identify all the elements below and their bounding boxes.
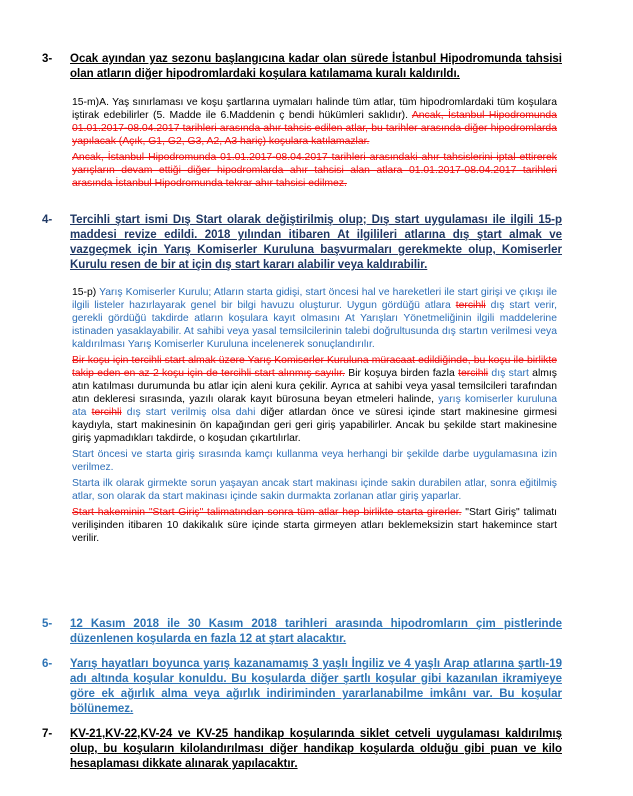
clause-text: "Start Giriş" talimatı verilişinden itibaren 10 dakikalık süre içinde starta girmeyen atları beklemeksizin start hakemince start verilir.: [72, 507, 557, 544]
paragraph: Starta ilk olarak girmekte sorun yaşayan ancak start makinası içinde sakin durabilen atlar, sonra eğitilmiş atlar, son olarak da start makinası içinde sakin durmakta zorlanan atlar giriş yaparlar.: [72, 478, 557, 502]
clause-text: almış atın katılması durumunda bu atlar için aleni kura çekilir. Ayrıca at sahibi veya yasal temsilcileri tarafından atın dekleresi sırasında, yazılı olarak kayıt bürosuna beyan etmeleri halinde,: [72, 368, 558, 405]
paragraph: Start öncesi ve starta giriş sırasında kamçı kullanma veya herhangi bir şekilde darbe uygulamasına izin verilmez.: [72, 449, 557, 473]
item-heading: Tercihli ştart ismi Dış Start olarak değiştirilmiş olup; Dış start uygulaması ile ilgili 15-p maddesi revize edildi. 2018 yılından itibaren At ilgilileri atlarına dış ştart almak ve vazgeçmek için Yarış Komiserler Kuruluna başvurmaları gerekmekte olup, Komiserler Kurulu resen de bir at için dış start kararı alabilir veya kaldırabilir.: [70, 214, 562, 271]
rule-item-7: [42, 727, 562, 772]
item-3-body: [72, 96, 557, 193]
clause-text: yarış komiserler kuruluna ata: [72, 394, 557, 418]
clause-text: diğer atlardan önce ve süresi içinde start makinesine girmesi kaydıyla, start makinesinin ön kapağından geri geri giriş yapabilirler. Ancak bu şekilde start makinesine giriş yapmadıkları takdirde, o koşudan çıkartılırlar.: [72, 407, 557, 444]
item-number: 5-: [42, 618, 53, 630]
clause-text: Yarış Komiserler Kurulu; Atların starta gidişi, start öncesi hal ve hareketleri ile start girişi ve çıkışı ile ilgili listeler hazırlayarak genel bir bilgi havuzu oluşturur. Uygun gördüğü atlara: [72, 287, 557, 311]
struck-text: Bir koşu için tercihli start almak üzere Yarış Komiserler Kuruluna müracaat edildiğinde, bu koşu ile birlikte takip eden en az 2 koşu için de tercihli start alınmış sayılır.: [72, 355, 557, 379]
paragraph: [72, 96, 557, 148]
item-heading: 12 Kasım 2018 ile 30 Kasım 2018 tarihleri arasında hipodromların çim pistlerinde düzenlenen koşularda en fazla 12 at ştart alacaktır.: [70, 618, 562, 645]
rule-item-3: [42, 52, 562, 82]
struck-text: tercihli: [91, 407, 122, 418]
clause-text: Yaş sınırlaması ve koşu şartlarına uymaları halinde tüm atlar, tüm hipodromlardaki tüm koşulara iştirak edebilirler (5. Madde ile 6.Maddenin ç bendi hükümleri saklıdır).: [72, 97, 557, 121]
item-heading: Ocak ayından yaz sezonu başlangıcına kadar olan sürede İstanbul Hipodromunda tahsisi olan atların diğer hipodromlardaki koşulara katılamama kuralı kaldırıldı.: [70, 53, 562, 80]
struck-text: tercihli: [455, 300, 486, 311]
struck-text: tercihli: [458, 368, 489, 379]
rule-item-4: [42, 213, 562, 273]
item-number: 4-: [42, 214, 53, 226]
clause-lead: 15-p): [72, 287, 97, 298]
item-4-body: [72, 286, 557, 548]
clause-text: dış start verilmiş olsa dahi: [121, 407, 256, 418]
clause-lead: 15-m)A.: [72, 97, 109, 108]
clause-text: dış start: [488, 368, 529, 379]
struck-text: Start hakeminin "Start Giriş" talimatından sonra tüm atlar hep birlikte starta girerler.: [72, 507, 462, 518]
item-number: 3-: [42, 53, 53, 65]
clause-text: dış start verir, gerekli gördüğü takdirde atların koşulara kayıt olmasını At Yarışları Yönetmeliğinin ilgili maddelerine istinaden yasaklayabilir. At sahibi veya yasal temsilcilerinin talebi doğrultusunda dış startın verilmesi veya kaldırılması Yarış Komiserler Kuruluna incelenerek sonuçlandırılır.: [72, 300, 557, 350]
item-heading: Yarış hayatları boyunca yarış kazanamamış 3 yaşlı İngiliz ve 4 yaşlı Arap atlarına şartlı-19 adı altında koşular konuldu. Bu koşularda diğer şartlı koşular gibi kazanılan ikramiyeye göre ek ağırlık alma veya ağırlık indiriminden yararlanabilme imkânı var. Bu koşular bölünemez.: [70, 658, 562, 715]
item-number: 7-: [42, 728, 53, 740]
paragraph: [72, 354, 557, 445]
struck-text: Ancak, İstanbul Hipodromunda 01.01.2017-08.04.2017 tarihleri arasındaki ahır tahsislerini iptal ettirerek yarışların devam ettiği diğer hipodromlarda ahır tahsisi alan atlara 01.01.2017-08.04.2017 tarihleri arasında İstanbul Hipodromunda tekrar ahır tahsisi edilmez.: [72, 152, 557, 189]
clause-text: Bir koşuya birden fazla: [344, 368, 459, 379]
rule-item-6: [42, 657, 562, 717]
item-heading: KV-21,KV-22,KV-24 ve KV-25 handikap koşularında siklet cetveli uygulaması kaldırılmış olup, bu koşuların kilolandırılması diğer handikap koşularda olduğu gibi puan ve kilo hesaplaması dikkate alınarak yapılacaktır.: [70, 728, 562, 770]
rule-item-5: [42, 617, 562, 647]
paragraph: [72, 506, 557, 545]
item-number: 6-: [42, 658, 53, 670]
paragraph: [72, 151, 557, 190]
struck-text: Ancak, İstanbul Hipodromunda 01.01.2017-08.04.2017 tarihleri arasında ahır tahsis edilen atlar, bu tarihler arasında diğer hipodromlarda yapılacak (Açık, G1, G2, G3, A2, A3 hariç) koşulara katılamazlar.: [72, 110, 557, 147]
paragraph: [72, 286, 557, 351]
